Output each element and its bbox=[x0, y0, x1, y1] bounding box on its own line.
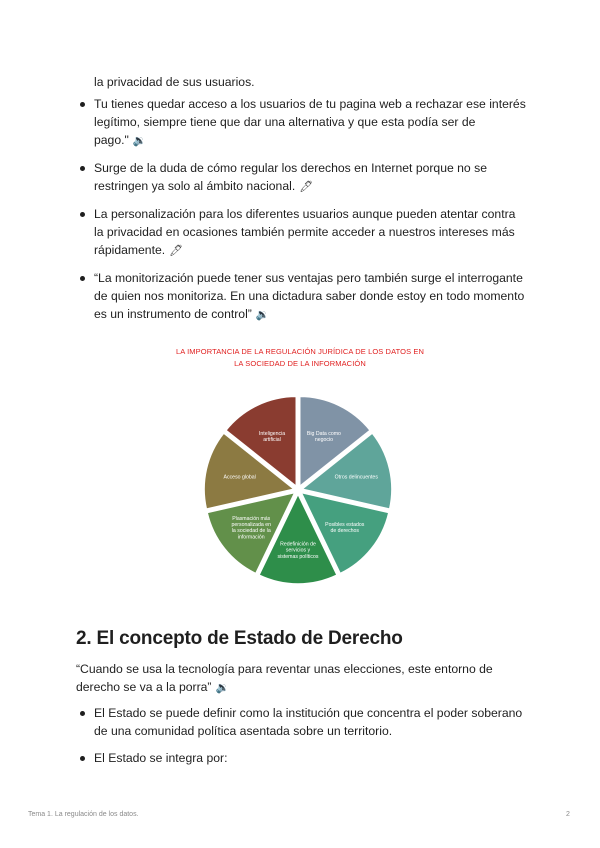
pie-chart-figure bbox=[150, 340, 450, 590]
pie-chart bbox=[150, 340, 450, 590]
pen-icon: 🖊 bbox=[169, 244, 184, 257]
bullet-dot bbox=[80, 756, 85, 761]
list-item-text: El Estado se puede definir como la institución que concentra el poder soberano de una comunidad política asentada sobre un territorio. bbox=[94, 706, 523, 738]
pie-slice-label: Acceso global bbox=[223, 474, 256, 481]
list-item-text: Surge de la duda de cómo regular los derechos en Internet porque no se restringen ya solo al ámbito nacional. bbox=[94, 161, 487, 193]
bullet-dot bbox=[80, 166, 85, 171]
list-item-text: “La monitorización puede tener sus ventajas pero también surge el interrogante de quien nos monitoriza. En una dictadura saber donde estoy en todo momento es un instrumento de control” bbox=[94, 271, 525, 321]
bullet-list bbox=[76, 95, 526, 333]
list-item bbox=[76, 159, 526, 196]
pie-slice-label: Big Data como negocio bbox=[306, 430, 341, 444]
list-item bbox=[76, 704, 526, 740]
list-item-text: El Estado se integra por: bbox=[94, 751, 228, 765]
list-item bbox=[76, 749, 526, 767]
pie-slice-label: Redefinición de servicios y sistemas políticos bbox=[277, 541, 319, 560]
pie-slice-label: Inteligencia artificial bbox=[258, 430, 286, 444]
pie-slice-label: Otros delincuentes bbox=[334, 474, 378, 481]
continuation-text: la privacidad de sus usuarios. bbox=[94, 75, 255, 89]
bullet-dot bbox=[80, 711, 85, 716]
quote-text: “Cuando se usa la tecnología para reventar unas elecciones, este entorno de derecho se va a la porra” bbox=[76, 662, 493, 694]
footer-doc-title: Tema 1. La regulación de los datos. bbox=[28, 811, 139, 818]
pie-slice-label: Plasmación más personalizada en la sociedad de la información bbox=[231, 515, 272, 541]
bullet-dot bbox=[80, 212, 85, 217]
speaker-icon: 🔉 bbox=[215, 681, 230, 694]
list-item-text: Tu tienes quedar acceso a los usuarios de tu pagina web a rechazar ese interés legítimo, siempre tiene que dar una alternativa y que esta podía ser de pago." bbox=[94, 97, 526, 147]
bullet-dot bbox=[80, 276, 85, 281]
bullet-list-2 bbox=[76, 704, 526, 776]
speaker-icon: 🔉 bbox=[255, 308, 270, 321]
footer-page-number: 2 bbox=[566, 811, 570, 818]
pie-slice-label: Posibles estados de derechos bbox=[325, 521, 365, 535]
speaker-icon: 🔉 bbox=[132, 134, 147, 147]
quote-paragraph bbox=[76, 660, 526, 697]
list-item bbox=[76, 95, 526, 150]
chart-title bbox=[150, 346, 450, 370]
list-item bbox=[76, 269, 526, 324]
list-item-text: La personalización para los diferentes usuarios aunque pueden atentar contra la privacidad en ocasiones también permite acceder a nuestros intereses más rápidamente. bbox=[94, 207, 516, 257]
chart-title-line: LA SOCIEDAD DE LA INFORMACIÓN bbox=[234, 359, 366, 368]
pen-icon: 🖊 bbox=[299, 180, 314, 193]
chart-title-line: LA IMPORTANCIA DE LA REGULACIÓN JURÍDICA DE LOS DATOS EN bbox=[175, 347, 425, 356]
list-item bbox=[76, 205, 526, 260]
bullet-dot bbox=[80, 102, 85, 107]
section-heading: 2. El concepto de Estado de Derecho bbox=[76, 628, 403, 649]
